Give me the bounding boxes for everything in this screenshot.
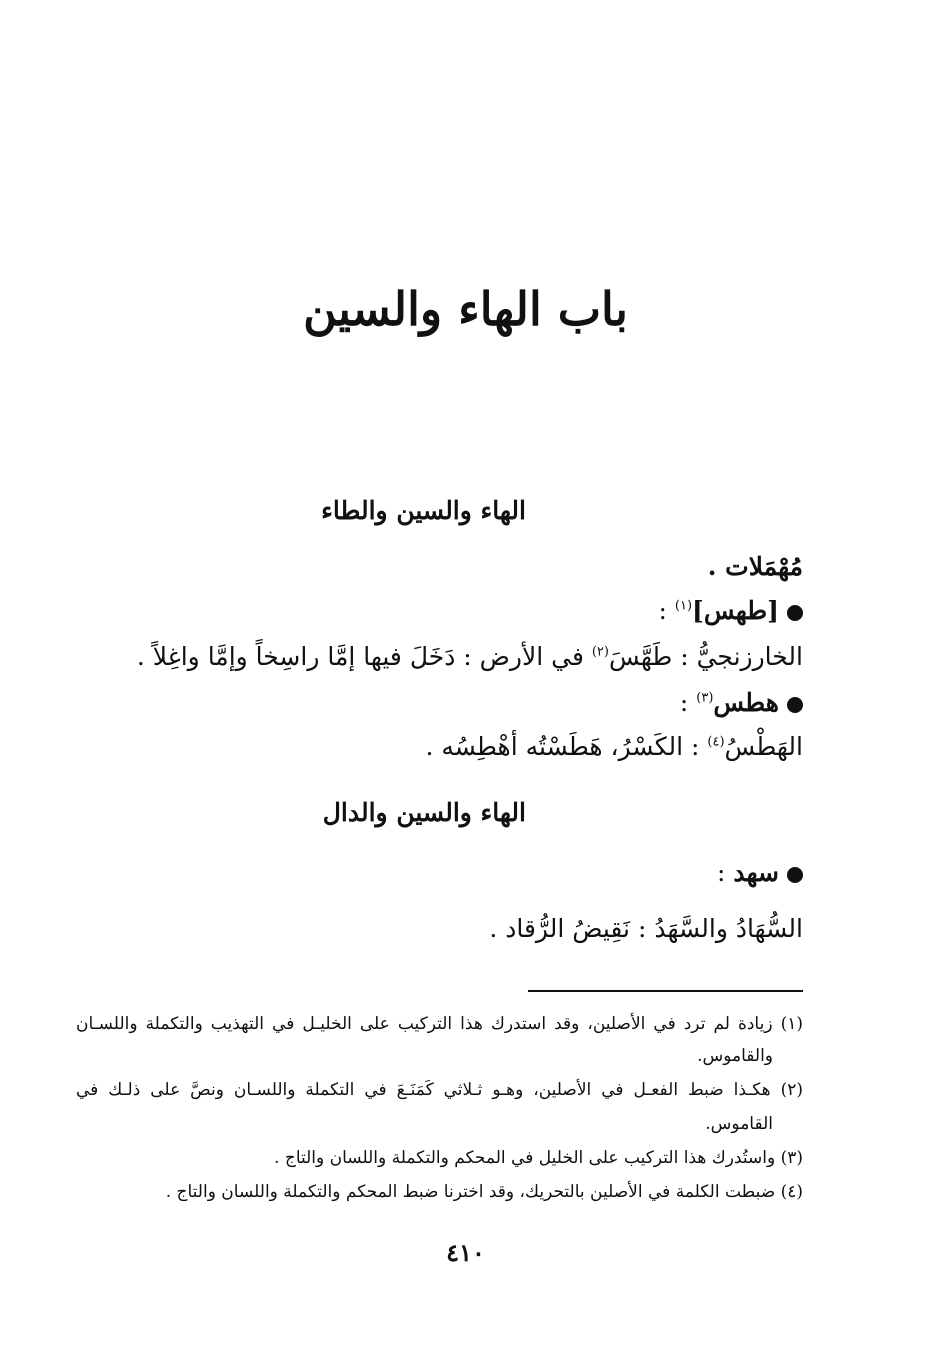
entry-root: [طهس] [692,596,779,625]
entry-heading-hats [680,688,803,717]
entry-definition-hats [425,732,803,761]
entry-heading-tahs [659,596,803,625]
definition-text-b: في الأرض : دَخَلَ فيها إمَّا راسِخاً وإمَّا واغِلاً . [136,642,584,671]
entry-definition-tahs [137,642,803,671]
chapter-title: باب الهاء والسين [303,282,628,336]
footnote-marker: (١) [674,598,693,614]
footnote-2-line-1: (٢) هكـذا ضبط الفعـل في الأصلين، وهـو ثـلاثي كَمَنَـعَ في التكملة واللسـان ونصَّ على ذلـك في [76,1080,803,1100]
section-title-ha-sin-ta: الهاء والسين والطاء [321,496,526,525]
entry-definition-sahd: السُّهَادُ والسَّهَدُ : نَقِيضُ الرُّقاد . [489,914,803,943]
footnote-4: (٤) ضبطت الكلمة في الأصلين بالتحريك، وقد اخترنا ضبط المحكم والتكملة واللسان والتاج . [165,1182,803,1202]
definition-text-a: الهَطْسُ [724,732,803,761]
footnote-3: (٣) واستُدرك هذا التركيب على الخليل في المحكم والتكملة واللسان والتاج . [274,1148,803,1168]
bullet-icon [787,697,803,713]
section-title-ha-sin-dal: الهاء والسين والدال [322,798,526,827]
definition-text-b: : الكَسْرُ، هَطَسْتُه أهْطِسُه . [425,732,700,761]
entry-root: هطس [713,688,779,717]
entry-colon: : [658,596,667,625]
footnote-marker: (٢) [591,644,609,660]
definition-text-a: الخارزنجيُّ : طَهَّسَ [608,642,803,671]
footnote-marker: (٣) [696,690,714,706]
footnote-divider [528,990,803,992]
status-muhmalat: مُهْمَلات . [707,552,803,581]
entry-root: سهد [733,858,779,887]
page-number: ٤١٠ [446,1238,485,1267]
footnote-1-line-2: والقاموس. [697,1046,773,1066]
bullet-icon [787,867,803,883]
entry-colon: : [679,688,689,717]
footnote-marker: (٤) [707,734,725,750]
entry-heading-sahd [717,858,803,887]
bullet-icon [787,605,803,621]
footnote-2-line-2: القاموس. [705,1114,773,1134]
footnote-1-line-1: (١) زيادة لم ترد في الأصلين، وقد استدرك هذا التركيب على الخليـل في التهذيب والتكملة واللسـان [76,1014,803,1034]
entry-colon: : [717,858,726,887]
